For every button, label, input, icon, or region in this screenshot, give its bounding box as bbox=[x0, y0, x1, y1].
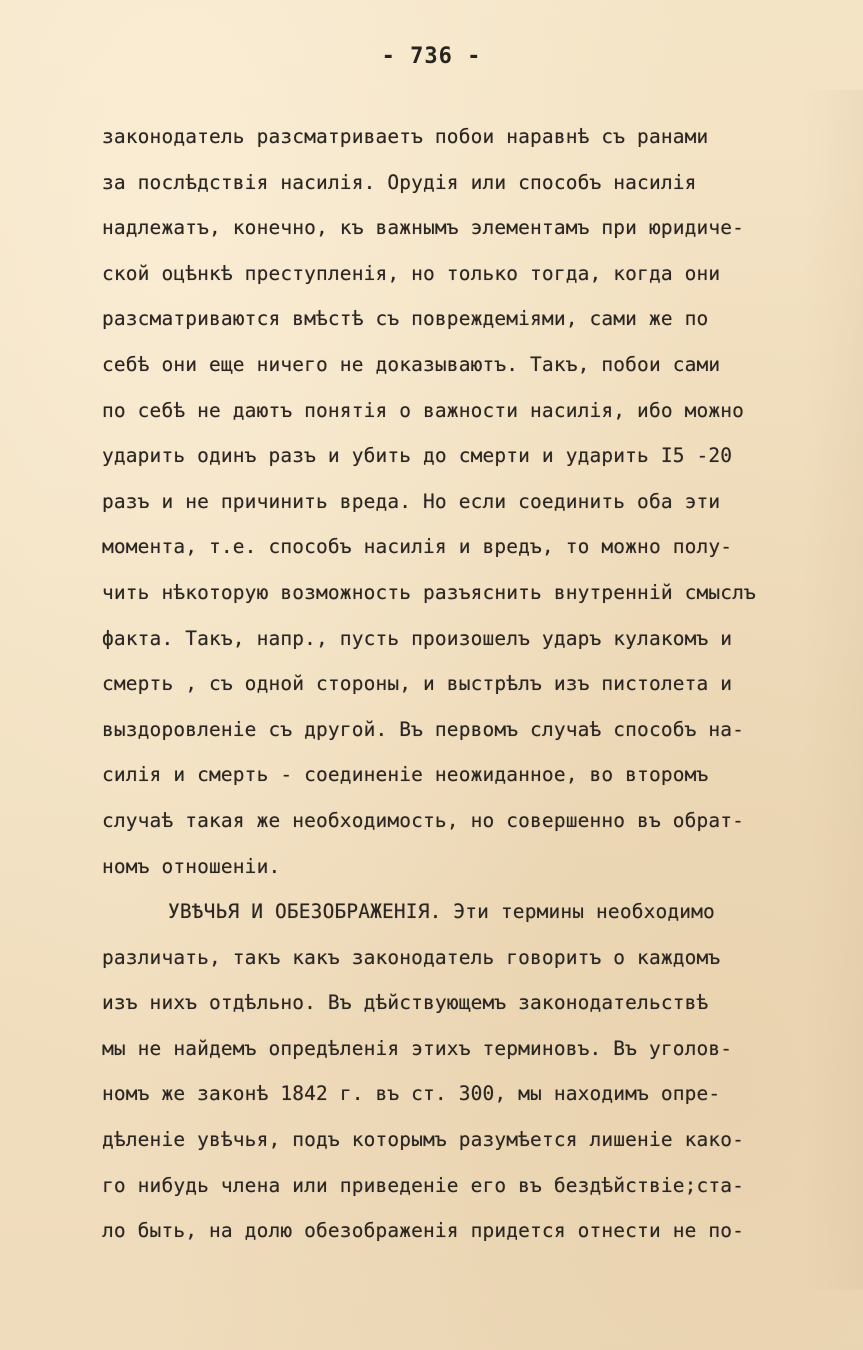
text-line: чить нѣкоторую возможность разъяснить внутренній смыслъ bbox=[102, 580, 756, 604]
text-line: дѣленіе увѣчья, подъ которымъ разумѣется лишеніе како- bbox=[102, 1128, 745, 1152]
text-line: факта. Такъ, напр., пусть произошелъ ударъ кулакомъ и bbox=[102, 626, 733, 650]
body-text bbox=[102, 114, 852, 1254]
text-line: ударить одинъ разъ и убить до смерти и ударить I5 -20 bbox=[102, 444, 733, 468]
text-line: законодатель разсматриваетъ побои наравнѣ съ ранами bbox=[102, 125, 709, 148]
text-line: номъ отношеніи. bbox=[102, 854, 281, 878]
text-line: разъ и не причинить вреда. Но если соединить оба эти bbox=[102, 489, 721, 513]
text-line: номъ же законѣ 1842 г. въ ст. 300, мы находимъ опре- bbox=[102, 1082, 721, 1106]
text-line: мы не найдемъ опредѣленія этихъ терминовъ. Въ уголов- bbox=[102, 1036, 733, 1060]
text-line: момента, т.е. способъ насилія и вредъ, то можно полу- bbox=[102, 535, 733, 559]
text-line: надлежатъ, конечно, къ важнымъ элементамъ при юридиче- bbox=[102, 216, 745, 240]
text-line: случаѣ такая же необходимость, но совершенно въ обрат- bbox=[102, 808, 745, 832]
text-line: выздоровленіе съ другой. Въ первомъ случаѣ способъ на- bbox=[102, 717, 745, 741]
text-line: по себѣ не даютъ понятія о важности насилія, ибо можно bbox=[102, 398, 745, 422]
text-line: силія и смерть - соединеніе неожиданное, во второмъ bbox=[102, 763, 709, 787]
text-line: ло быть, на долю обезображенія придется отнести не по- bbox=[102, 1219, 745, 1243]
page-number: - 736 - bbox=[381, 44, 482, 69]
text-line: смерть , съ одной стороны, и выстрѣлъ изъ пистолета и bbox=[102, 672, 733, 696]
text-line: го нибудь члена или приведеніе его въ бездѣйствіе;ста- bbox=[102, 1173, 745, 1197]
text-line: УВѢЧЬЯ И ОБЕЗОБРАЖЕНІЯ. Эти термины необходимо bbox=[168, 900, 715, 924]
text-line: ской оцѣнкѣ преступленія, но только тогда, когда они bbox=[102, 261, 721, 285]
text-line: себѣ они еще ничего не доказываютъ. Такъ, побои сами bbox=[102, 352, 721, 376]
text-line: за послѣдствія насилія. Орудія или способъ насилія bbox=[102, 170, 697, 194]
text-line: различать, такъ какъ законодатель говоритъ о каждомъ bbox=[102, 945, 721, 969]
text-line: разсматриваются вмѣстѣ съ повреждеміями, сами же по bbox=[102, 307, 709, 331]
text-line: изъ нихъ отдѣльно. Въ дѣйствующемъ законодательствѣ bbox=[102, 991, 709, 1015]
